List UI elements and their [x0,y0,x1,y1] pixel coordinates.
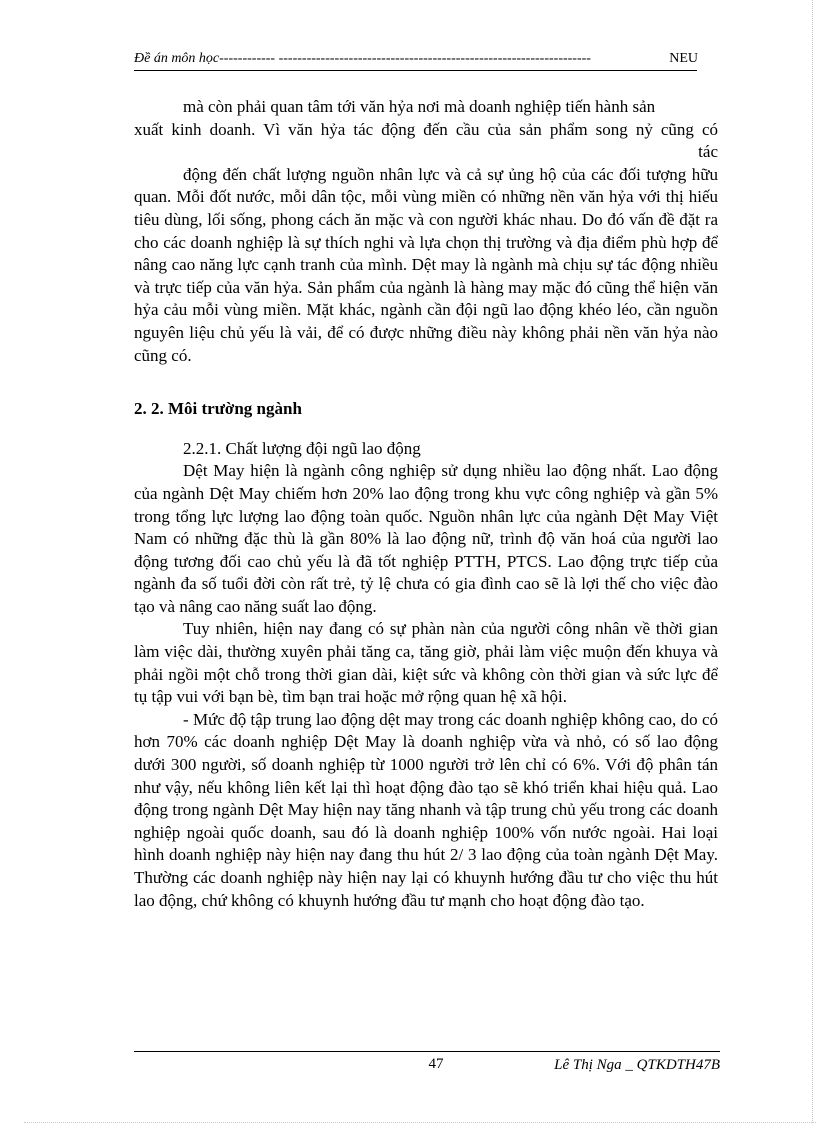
header-school: NEU [669,51,698,66]
page-body [134,96,718,912]
subsection-heading: 2.2.1. Chất lượng đội ngũ lao động [183,438,421,458]
paragraph-culture-line1: mà còn phải quan tâm tới văn hỷa nơi mà doanh nghiệp tiến hành sản [183,97,656,116]
page-edge-right [812,0,813,1123]
paragraph-labor-complaints: Tuy nhiên, hiện nay đang có sự phàn nàn của người công nhân về thời gian làm việc dài, thường xuyên phải tăng ca, tăng giờ, phải làm việc muộn đến khuya và phải ngồi một chỗ trong thời gian dài, kiệt sức và không còn thời gian và sức lực để tụ tập vui với bạn bè, tìm bạn trai hoặc mở rộng quan hệ xã hội. [134,619,718,707]
header-title: Đề án môn học------------ ------------------------------------------------------------------- [134,51,591,66]
paragraph-culture-line2: xuất kinh doanh. Vì văn hỷa tác động đến cầu của sản phẩm song nỷ cũng có [134,119,718,139]
footer-author: Lê Thị Nga _ QTKDTH47B [554,1057,720,1073]
paragraph-culture-word: tác [698,142,718,162]
page-number: 47 [428,1056,444,1072]
footer-rule [134,1051,720,1052]
paragraph-culture-rest: động đến chất lượng nguồn nhân lực và cả sự ủng hộ của các đối tượng hữu quan. Mỗi đốt nước, mỗi dân tộc, mỗi vùng miền có những nền văn hỷa với thị hiếu tiêu dùng, lối sống, phong cách ăn mặc và con người khác nhau. Do đó vấn đề đặt ra cho các doanh nghiệp là sự thích nghi và lựa chọn thị trường và địa điểm phù hợp để nâng cao năng lực cạnh tranh của mình. Dệt may là ngành mà chịu sự tác động nhiều và trực tiếp của văn hỷa. Sản phẩm của ngành là hàng may mặc đó cũng thể hiện văn hỷa cảu mỗi vùng miền. Mặt khác, ngành cần đội ngũ lao động khéo léo, cần nguồn nguyên liệu chủ yếu là vải, để có được những điều này không phải nền văn hỷa nào cũng có. [134,164,718,365]
page-header [134,51,698,67]
paragraph-labor-concentration: - Mức độ tập trung lao động dệt may trong các doanh nghiệp không cao, do có hơn 70% các doanh nghiệp Dệt May là doanh nghiệp vừa và nhỏ, có số lao động dưới 300 người, số doanh nghiệp từ 1000 người trở lên chỉ có 6%. Với độ phân tán như vậy, nếu không liên kết lại thì hoạt động đào tạo sẽ khó triển khai hiệu quả. Lao động trong ngành Dệt May hiện nay tăng nhanh và tập trung chủ yếu trong các doanh nghiệp ngoài quốc doanh, sau đó là doanh nghiệp 100% vốn nước ngoài. Hai loại hình doanh nghiệp này hiện nay đang thu hút 2/ 3 lao động của toàn ngành Dệt May. Thường các doanh nghiệp này hiện nay lại có khuynh hướng đầu tư cho việc thu hút lao động, chứ không có khuynh hướng đầu tư mạnh cho hoạt động đào tạo. [134,709,718,910]
paragraph-labor-overview: Dệt May hiện là ngành công nghiệp sử dụng nhiều lao động nhất. Lao động của ngành Dệt May chiếm hơn 20% lao động trong khu vực công nghiệp và gần 5% trong tổng lực lượng lao động toàn quốc. Nguồn nhân lực của ngành Dệt May Việt Nam có những đặc thù là gần 80% là lao động nữ, trình độ văn hoá của người lao động tương đối cao chủ yếu là đã tốt nghiệp PTTH, PTCS. Lao động trực tiếp của ngành đa số tuổi đời còn rất trẻ, tỷ lệ chưa có gia đình cao sẽ là lợi thế cho việc đào tạo và nâng cao năng suất lao động. [134,461,718,616]
header-rule [134,70,697,71]
section-heading: 2. 2. Môi trường ngành [134,399,302,419]
